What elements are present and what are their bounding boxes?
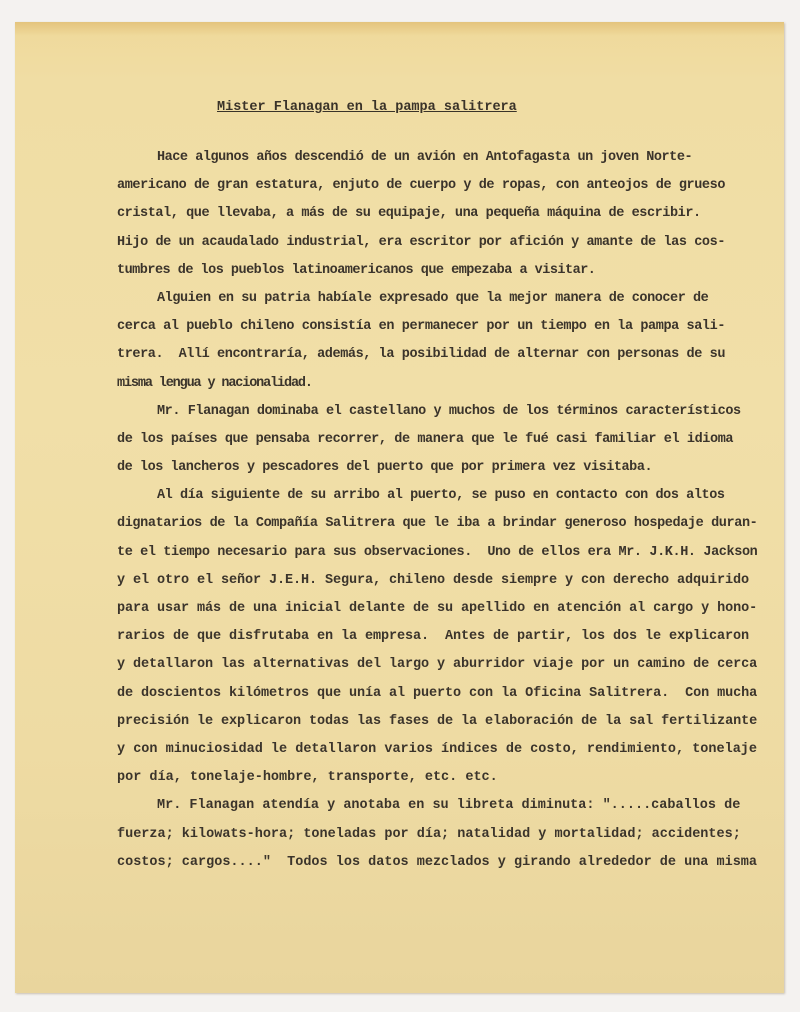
text-line: trera. Allí encontraría, además, la posibilidad de alternar con personas de su (117, 347, 726, 363)
document-body (117, 144, 757, 877)
text-line: americano de gran estatura, enjuto de cuerpo y de ropas, con anteojos de grueso (117, 178, 726, 194)
document-title: Mister Flanagan en la pampa salitrera (217, 100, 517, 115)
text-line: cristal, que llevaba, a más de su equipaje, una pequeña máquina de escribir. (117, 206, 701, 222)
text-line: y detallaron las alternativas del largo y aburridor viaje por un camino de cerca (117, 657, 758, 673)
text-line: y el otro el señor J.E.H. Segura, chileno desde siempre y con derecho adquirido (117, 572, 750, 588)
text-line: tumbres de los pueblos latinoamericanos que empezaba a visitar. (117, 262, 596, 278)
text-line: dignatarios de la Compañía Salitrera que le iba a brindar generoso hospedaje duran- (117, 516, 758, 532)
paragraph-first-line: Hace algunos años descendió de un avión en Antofagasta un joven Norte- (157, 150, 693, 165)
text-line: para usar más de una inicial delante de su apellido en atención al cargo y hono- (117, 601, 758, 616)
text-line: por día, tonelaje-hombre, transporte, etc. etc. (117, 770, 498, 786)
text-line: de los países que pensaba recorrer, de manera que le fué casi familiar el idioma (117, 431, 734, 447)
text-line: precisión le explicaron todas las fases de la elaboración de la sal fertilizante (117, 713, 758, 729)
paragraph-first-line: Mr. Flanagan atendía y anotaba en su libreta diminuta: ".....caballos de (157, 798, 741, 814)
paragraph-first-line: Alguien en su patria habíale expresado que la mejor manera de conocer de (157, 290, 709, 306)
text-line: misma lengua y nacionalidad. (117, 375, 312, 391)
text-line: cerca al pueblo chileno consistía en permanecer por un tiempo en la pampa sali- (117, 319, 726, 335)
paragraph-first-line: Mr. Flanagan dominaba el castellano y muchos de los términos característicos (157, 403, 741, 419)
text-line: costos; cargos...." Todos los datos mezclados y girando alrededor de una misma (117, 854, 758, 870)
text-line: Hijo de un acaudalado industrial, era escritor por afición y amante de las cos- (117, 234, 726, 250)
text-line: rarios de que disfrutaba en la empresa. Antes de partir, los dos le explicaron (117, 629, 750, 645)
text-line: y con minuciosidad le detallaron varios índices de costo, rendimiento, tonelaje (117, 741, 758, 757)
text-line: fuerza; kilowats-hora; toneladas por día; natalidad y mortalidad; accidentes; (117, 826, 741, 842)
text-line: de doscientos kilómetros que unía al puerto con la Oficina Salitrera. Con mucha (117, 685, 758, 701)
typewritten-page (15, 22, 784, 993)
text-line: de los lancheros y pescadores del puerto que por primera vez visitaba. (117, 460, 653, 476)
paragraph-first-line: Al día siguiente de su arribo al puerto, se puso en contacto con dos altos (157, 488, 725, 504)
text-line: te el tiempo necesario para sus observaciones. Uno de ellos era Mr. J.K.H. Jackson (117, 544, 758, 560)
